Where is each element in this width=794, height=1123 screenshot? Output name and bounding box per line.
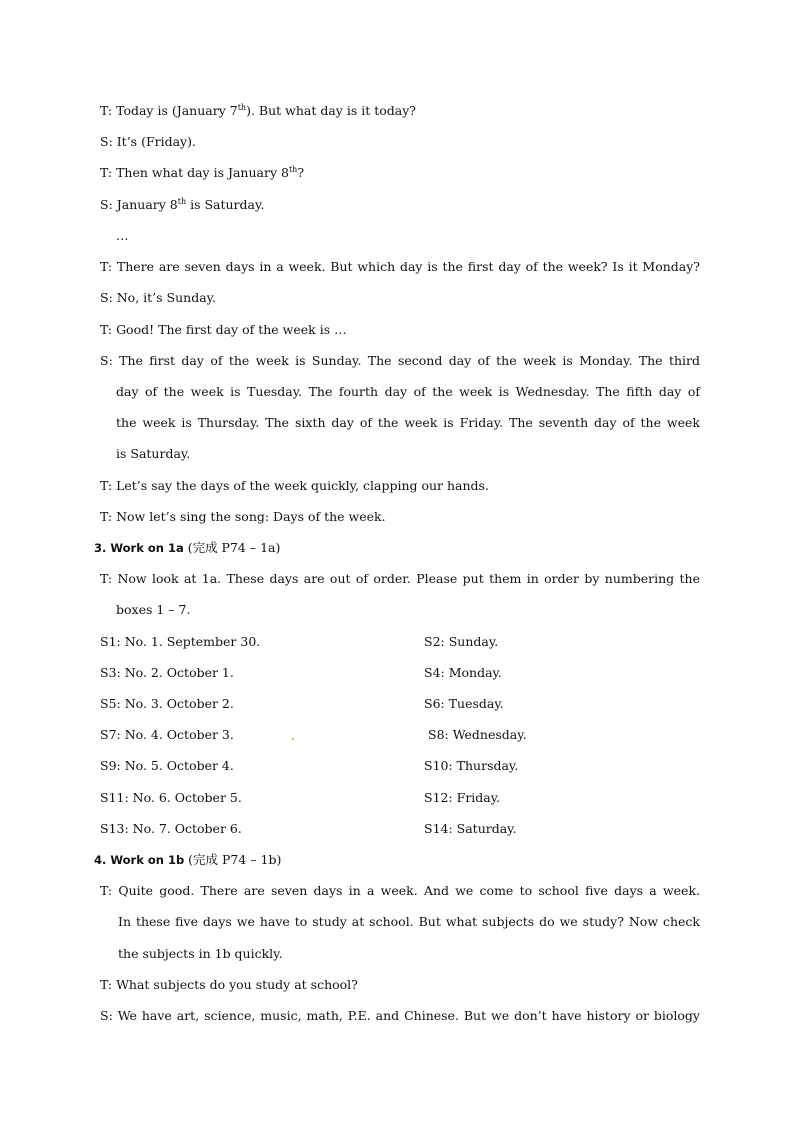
- dialogue-line: S: We have art, science, music, math, P.E. and Chinese. But we don’t have history or biology: [100, 1008, 700, 1023]
- dialogue-line: T: Then what day is January 8th?: [100, 165, 305, 180]
- answer-right: S8: Wednesday.: [428, 727, 527, 742]
- dialogue-line: T: There are seven days in a week. But which day is the first day of the week? Is it Monday?: [100, 259, 700, 274]
- dialogue-continuation: In these five days we have to study at school. But what subjects do we study? Now check: [118, 914, 700, 929]
- dialogue-line: S: It’s (Friday).: [100, 134, 196, 149]
- answer-right: S2: Sunday.: [424, 634, 499, 649]
- dialogue-continuation: day of the week is Tuesday. The fourth day of the week is Wednesday. The fifth day of: [116, 384, 700, 399]
- dialogue-line: S: No, it’s Sunday.: [100, 290, 217, 305]
- answer-left: S7: No. 4. October 3.: [100, 727, 234, 742]
- answer-left: S3: No. 2. October 1.: [100, 665, 234, 680]
- section-heading: 4. Work on 1b (完成 P74 – 1b): [94, 852, 282, 867]
- section-heading: 3. Work on 1a (完成 P74 – 1a): [94, 540, 281, 555]
- answer-left: S5: No. 3. October 2.: [100, 696, 234, 711]
- dialogue-continuation: is Saturday.: [116, 446, 191, 461]
- dialogue-continuation: the week is Thursday. The sixth day of the week is Friday. The seventh day of the week: [116, 415, 700, 430]
- answer-right: S14: Saturday.: [424, 821, 517, 836]
- dialogue-line: T: Good! The first day of the week is …: [100, 322, 347, 337]
- answer-left: S13: No. 7. October 6.: [100, 821, 242, 836]
- answer-left: S11: No. 6. October 5.: [100, 790, 242, 805]
- dialogue-line: T: What subjects do you study at school?: [100, 977, 358, 992]
- answer-left: S9: No. 5. October 4.: [100, 758, 234, 773]
- dialogue-continuation: boxes 1 – 7.: [116, 602, 191, 617]
- stray-mark: [292, 738, 294, 740]
- dialogue-line: T: Now let’s sing the song: Days of the week.: [100, 509, 386, 524]
- dialogue-line: S: January 8th is Saturday.: [100, 197, 265, 212]
- ellipsis: …: [116, 228, 129, 243]
- dialogue-line: T: Quite good. There are seven days in a week. And we come to school five days a week.: [100, 883, 700, 898]
- answer-right: S10: Thursday.: [424, 758, 519, 773]
- dialogue-line: T: Today is (January 7th). But what day is it today?: [100, 103, 416, 118]
- answer-right: S4: Monday.: [424, 665, 502, 680]
- answer-left: S1: No. 1. September 30.: [100, 634, 261, 649]
- answer-right: S6: Tuesday.: [424, 696, 504, 711]
- dialogue-line: T: Now look at 1a. These days are out of order. Please put them in order by numbering the: [100, 571, 700, 586]
- dialogue-line: S: The first day of the week is Sunday. The second day of the week is Monday. The third: [100, 353, 700, 368]
- dialogue-continuation: the subjects in 1b quickly.: [118, 946, 283, 961]
- answer-right: S12: Friday.: [424, 790, 501, 805]
- dialogue-line: T: Let’s say the days of the week quickly, clapping our hands.: [100, 478, 489, 493]
